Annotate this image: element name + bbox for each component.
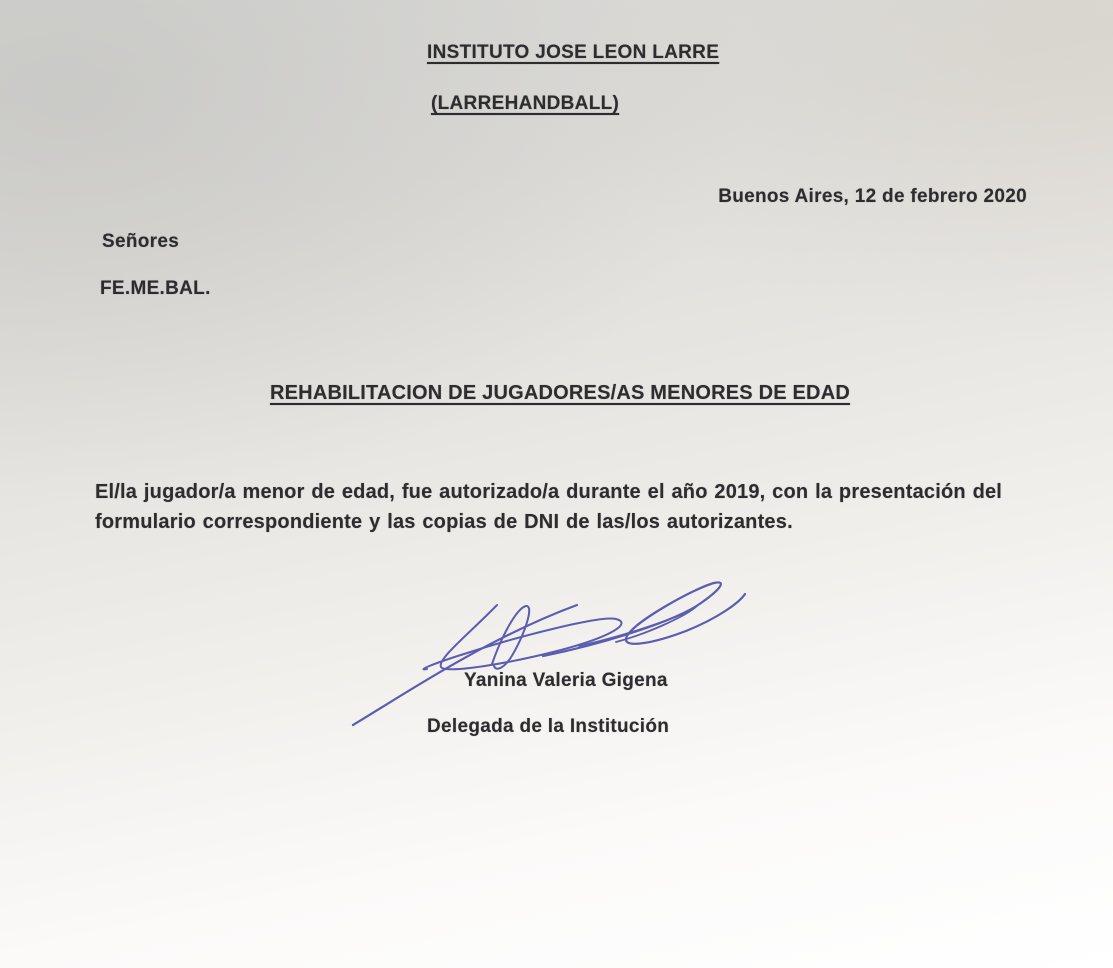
handwritten-signature-icon: [345, 575, 755, 730]
letter-recipient-organization: FE.ME.BAL.: [100, 278, 211, 299]
letter-subject-line: REHABILITACION DE JUGADORES/AS MENORES DE EDAD: [270, 382, 850, 404]
letter-body-paragraph: El/la jugador/a menor de edad, fue autorizado/a durante el año 2019, con la presentación del formulario correspondiente y las copias de DNI de las/los autorizantes.: [95, 481, 1003, 533]
signer-role: Delegada de la Institución: [427, 716, 670, 737]
letter-institution-title: INSTITUTO JOSE LEON LARRE: [427, 42, 720, 63]
letter-salutation: Señores: [102, 231, 180, 252]
signer-name: Yanina Valeria Gigena: [464, 670, 668, 691]
signature-stroke: [353, 605, 577, 725]
signature-stroke: [543, 582, 745, 656]
letter-institution-subtitle: (LARREHANDBALL): [431, 93, 620, 114]
signature-stroke: [579, 606, 697, 646]
letter-dateline: Buenos Aires, 12 de febrero 2020: [718, 186, 1027, 207]
